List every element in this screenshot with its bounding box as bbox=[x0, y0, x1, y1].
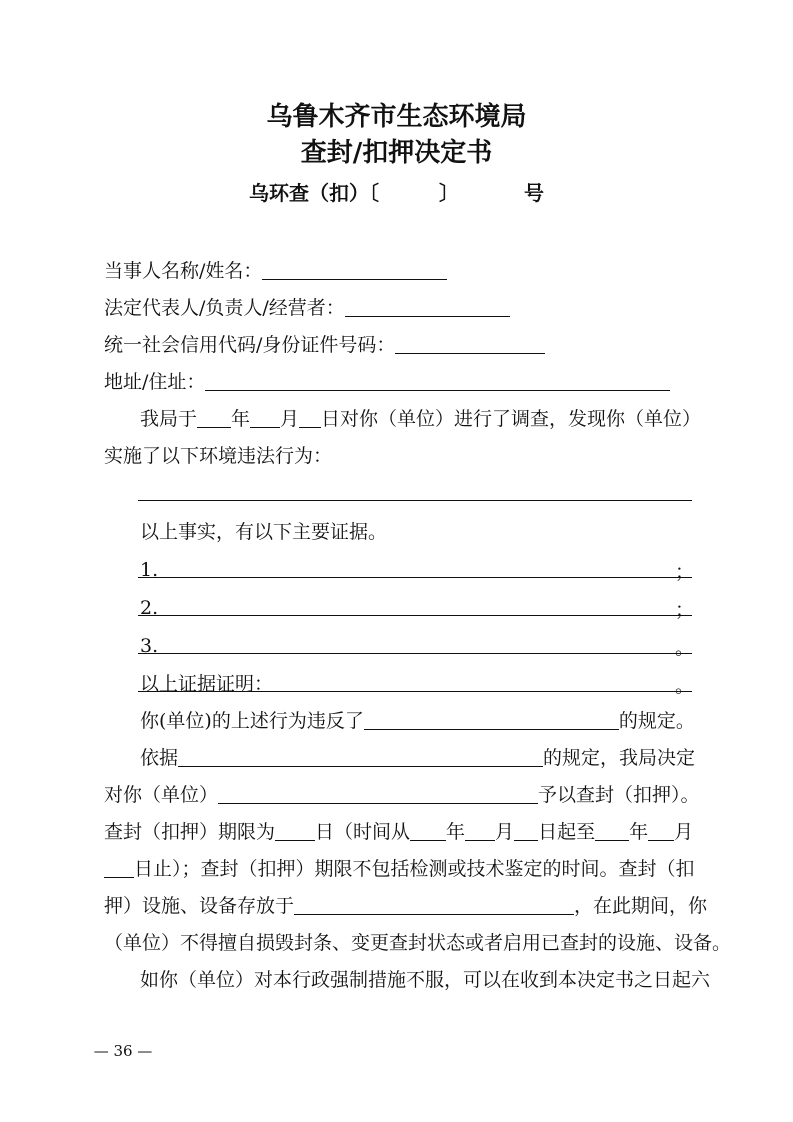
evidence-proof-end: 。 bbox=[675, 675, 695, 697]
violated-law-blank[interactable] bbox=[364, 711, 619, 730]
party-name-blank[interactable] bbox=[262, 261, 447, 280]
forbid-line: （单位）不得擅自损毁封条、变更查封状态或者启用已查封的设施、设备。 bbox=[104, 932, 732, 954]
term-text-f: 年 bbox=[629, 821, 649, 843]
investigation-line bbox=[140, 407, 701, 431]
evidence-3-number: 3. bbox=[140, 635, 159, 657]
basis-text-a: 依据 bbox=[140, 747, 179, 769]
basis-line bbox=[140, 746, 695, 770]
term-text-h: 日止）；查封（扣押）期限不包括检测或技术鉴定的时间。查封（扣 bbox=[134, 858, 695, 880]
term-days-blank[interactable] bbox=[275, 822, 315, 841]
evidence-intro: 以上事实，有以下主要证据。 bbox=[140, 521, 388, 543]
credit-code-label: 统一社会信用代码/身份证件号码： bbox=[104, 334, 396, 356]
end-month-blank[interactable] bbox=[648, 822, 674, 841]
term-text-d: 月 bbox=[495, 821, 515, 843]
seized-items-blank[interactable] bbox=[218, 785, 538, 804]
term-text-e: 日起至 bbox=[538, 821, 596, 843]
doc-no-suffix: 号 bbox=[524, 181, 544, 205]
document-title: 查封/扣押决定书 bbox=[300, 138, 493, 168]
party-name-line bbox=[104, 259, 447, 283]
decide-line bbox=[104, 783, 700, 807]
appeal-line: 如你（单位）对本行政强制措施不服，可以在收到本决定书之日起六 bbox=[140, 969, 711, 991]
credit-code-line bbox=[104, 333, 545, 357]
term-text-g: 月 bbox=[674, 821, 694, 843]
page-number: — 36 — bbox=[93, 1042, 153, 1060]
violation-blank[interactable] bbox=[138, 500, 692, 501]
inv-day-blank[interactable] bbox=[299, 409, 321, 428]
legal-rep-blank[interactable] bbox=[345, 298, 510, 317]
evidence-proof-blank[interactable] bbox=[138, 691, 692, 692]
investigation-text-a: 我局于 bbox=[140, 408, 198, 430]
address-line bbox=[104, 370, 670, 394]
term-text-b: 日（时间从 bbox=[315, 821, 411, 843]
credit-code-blank[interactable] bbox=[395, 335, 545, 354]
evidence-2-end: ； bbox=[675, 599, 695, 621]
evidence-1-blank[interactable] bbox=[138, 577, 692, 578]
evidence-2-blank[interactable] bbox=[138, 615, 692, 616]
start-day-blank[interactable] bbox=[514, 822, 538, 841]
storage-text-a: 押）设施、设备存放于 bbox=[104, 895, 295, 917]
evidence-3-blank[interactable] bbox=[138, 653, 692, 654]
doc-no-prefix: 乌环查（扣）〔 bbox=[249, 181, 379, 205]
violate-text-a: 你(单位)的上述行为违反了 bbox=[140, 710, 364, 732]
evidence-2-number: 2. bbox=[140, 597, 159, 619]
evidence-3-end: 。 bbox=[675, 637, 695, 659]
investigation-text-d: 日对你（单位）进行了调查，发现你（单位） bbox=[321, 408, 702, 430]
term-text-a: 查封（扣押）期限为 bbox=[104, 821, 276, 843]
storage-line bbox=[104, 894, 707, 918]
legal-rep-line bbox=[104, 296, 510, 320]
end-day-blank[interactable] bbox=[104, 859, 134, 878]
legal-rep-label: 法定代表人/负责人/经营者： bbox=[104, 297, 345, 319]
party-name-label: 当事人名称/姓名： bbox=[104, 260, 263, 282]
start-month-blank[interactable] bbox=[465, 822, 495, 841]
basis-law-blank[interactable] bbox=[178, 748, 543, 767]
address-blank[interactable] bbox=[205, 372, 670, 391]
violation-intro: 实施了以下环境违法行为： bbox=[104, 445, 333, 467]
inv-month-blank[interactable] bbox=[250, 409, 280, 428]
evidence-proof-label: 以上证据证明： bbox=[140, 673, 274, 695]
investigation-text-b: 年 bbox=[231, 408, 251, 430]
agency-title: 乌鲁木齐市生态环境局 bbox=[266, 102, 527, 132]
document-number bbox=[0, 177, 793, 206]
decide-text-a: 对你（单位） bbox=[104, 784, 219, 806]
term-line-2 bbox=[104, 857, 695, 881]
evidence-1-number: 1. bbox=[140, 559, 159, 581]
start-year-blank[interactable] bbox=[410, 822, 446, 841]
violate-text-b: 的规定。 bbox=[618, 710, 695, 732]
storage-location-blank[interactable] bbox=[294, 896, 574, 915]
investigation-text-c: 月 bbox=[280, 408, 300, 430]
doc-no-close: 〕 bbox=[439, 181, 459, 205]
decide-text-b: 予以查封（扣押）。 bbox=[538, 784, 700, 806]
basis-text-b: 的规定，我局决定 bbox=[543, 747, 696, 769]
term-text-c: 年 bbox=[446, 821, 466, 843]
term-line bbox=[104, 820, 693, 844]
address-label: 地址/住址： bbox=[104, 371, 206, 393]
violate-line bbox=[140, 709, 695, 733]
inv-year-blank[interactable] bbox=[197, 409, 231, 428]
end-year-blank[interactable] bbox=[595, 822, 629, 841]
evidence-1-end: ； bbox=[675, 561, 695, 583]
storage-text-b: ，在此期间，你 bbox=[574, 895, 708, 917]
